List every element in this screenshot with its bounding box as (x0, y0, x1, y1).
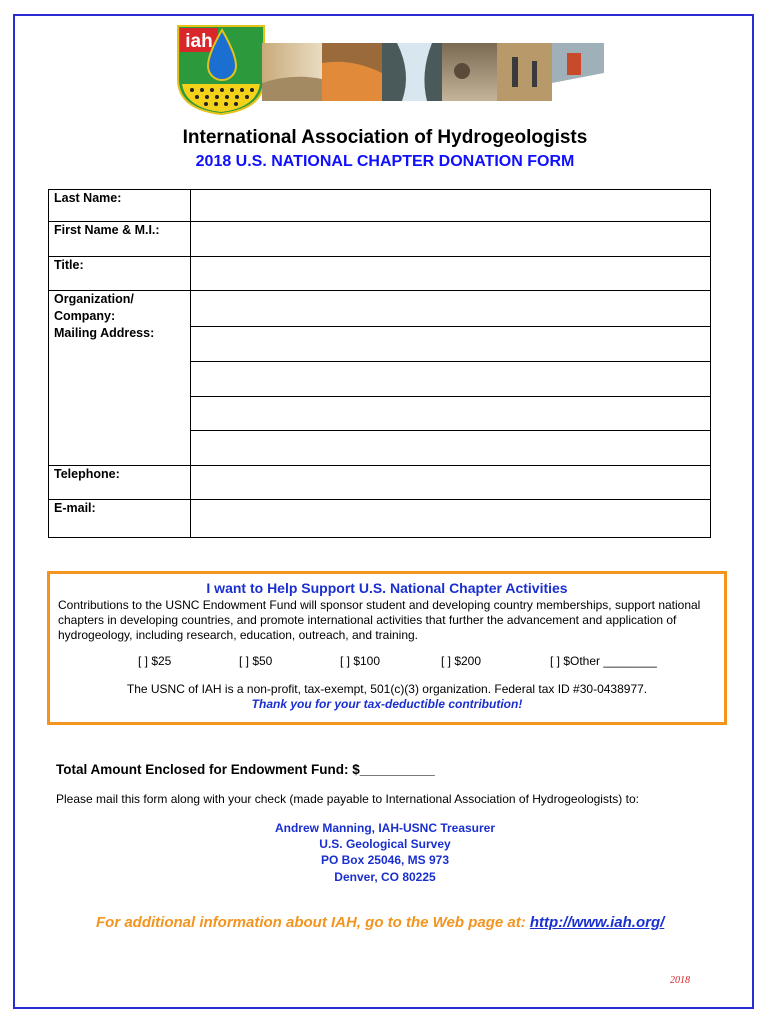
donation-box (47, 571, 727, 725)
nonprofit-note: The USNC of IAH is a non-profit, tax-exempt, 501(c)(3) organization. Federal tax ID #30-0438977. (126, 682, 648, 696)
telephone-field[interactable] (191, 466, 711, 500)
first-name-field[interactable] (191, 222, 711, 257)
email-field[interactable] (191, 500, 711, 538)
organization-field[interactable] (191, 291, 711, 327)
amount-option-other[interactable]: [ ] $Other ________ (550, 654, 657, 668)
address-name: Andrew Manning, IAH-USNC Treasurer (274, 821, 496, 835)
address-line-4-field[interactable] (191, 431, 711, 466)
title-field[interactable] (191, 257, 711, 291)
address-line-2-field[interactable] (191, 362, 711, 397)
form-row-organization (49, 291, 711, 327)
total-amount-line[interactable]: Total Amount Enclosed for Endowment Fund: $__________ (56, 762, 435, 777)
first-name-label: First Name & M.I.: (49, 222, 191, 257)
mail-instructions: Please mail this form along with your check (made payable to International Association of Hydrogeologists) to: (56, 792, 639, 806)
address-line-3-field[interactable] (191, 397, 711, 431)
form-row-telephone (49, 466, 711, 500)
form-subtitle: 2018 U.S. NATIONAL CHAPTER DONATION FORM (195, 153, 575, 170)
organization-label: Organization/ (54, 292, 134, 306)
title-label: Title: (49, 257, 191, 291)
amount-option-25[interactable]: [ ] $25 (138, 654, 172, 668)
donation-heading: I want to Help Support U.S. National Chapter Activities (206, 580, 568, 596)
mailing-address-label: Mailing Address: (54, 326, 155, 340)
additional-info-line (96, 914, 664, 931)
amount-option-100[interactable]: [ ] $100 (340, 654, 381, 668)
contact-info-table (48, 189, 711, 538)
last-name-field[interactable] (191, 190, 711, 222)
address-po-box: PO Box 25046, MS 973 (320, 853, 450, 867)
address-org: U.S. Geological Survey (319, 837, 451, 851)
page-title: International Association of Hydrogeologists (182, 127, 588, 148)
hydrogeology-photo-strip (262, 43, 604, 101)
company-label: Company: (54, 309, 116, 323)
address-line-1-field[interactable] (191, 327, 711, 362)
email-label: E-mail: (49, 500, 191, 538)
form-row-title (49, 257, 711, 291)
iah-website-link[interactable]: http://www.iah.org/ (529, 914, 665, 931)
amount-option-50[interactable]: [ ] $50 (239, 654, 273, 668)
telephone-label: Telephone: (49, 466, 191, 500)
form-row-first-name (49, 222, 711, 257)
address-city: Denver, CO 80225 (334, 870, 436, 884)
additional-info-text: For additional information about IAH, go to the Web page at: (96, 914, 530, 931)
donation-description: Contributions to the USNC Endowment Fund will sponsor student and developing country memberships, support national chapters in developing countries, and promote international activities that further the advancement and application of hydrogeology, including research, education, outreach, and training. (58, 598, 701, 642)
logo-text: iah (185, 31, 213, 52)
footer-year: 2018 (670, 975, 690, 986)
last-name-label: Last Name: (49, 190, 191, 222)
organization-address-label-cell (49, 291, 191, 466)
form-row-email (49, 500, 711, 538)
thank-you-note: Thank you for your tax-deductible contribution! (251, 697, 523, 711)
form-row-last-name (49, 190, 711, 222)
iah-logo (176, 24, 266, 116)
amount-option-200[interactable]: [ ] $200 (441, 654, 482, 668)
